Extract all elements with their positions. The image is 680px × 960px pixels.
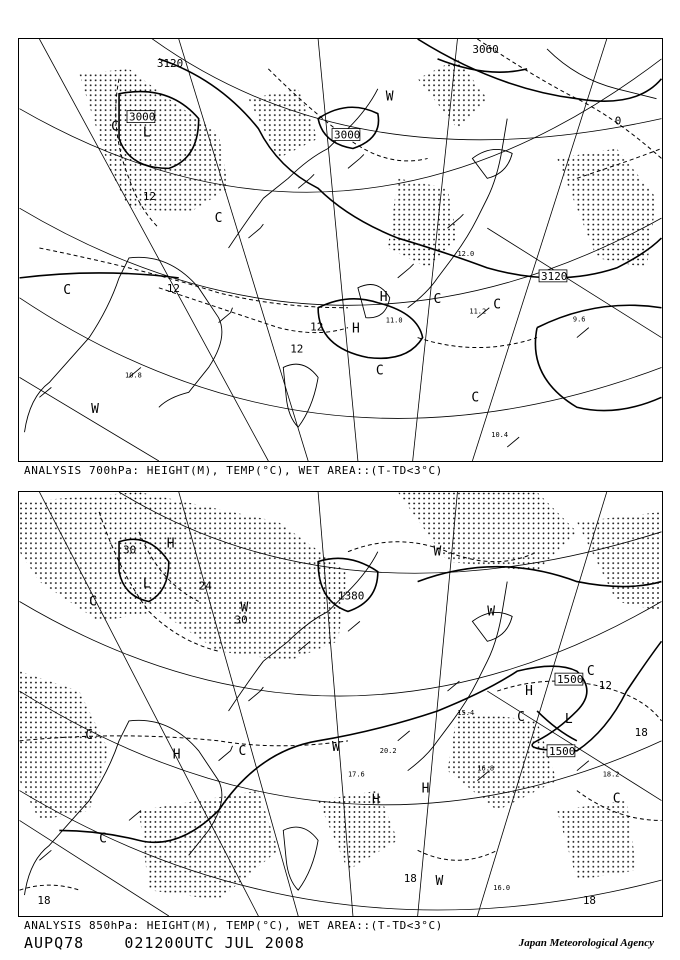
temp-label: 30 — [123, 543, 137, 557]
warm-center-marker: W — [91, 402, 99, 418]
cold-center-marker: C — [63, 282, 72, 298]
height-label: 3000 — [129, 110, 156, 124]
height-label: 1500 — [549, 744, 576, 758]
agency-credit: Japan Meteorological Agency — [518, 937, 654, 949]
chart-code: AUPQ78 — [24, 934, 85, 952]
wind-barbs — [39, 154, 588, 447]
station-value: 11.0 — [385, 316, 403, 325]
temp-label: 12 — [142, 190, 157, 204]
cold-center-marker: C — [517, 709, 525, 725]
low-center-marker: L — [564, 711, 573, 727]
height-label: 1500 — [556, 673, 584, 687]
map-panel-700hpa — [18, 38, 663, 462]
cold-center-marker: C — [493, 297, 502, 313]
cold-center-marker: C — [214, 211, 223, 227]
warm-center-marker: W — [487, 604, 496, 620]
weather-map-700hpa — [19, 39, 662, 461]
temp-label: 24 — [198, 579, 212, 593]
temp-label: 30 — [234, 613, 248, 627]
warm-center-marker: W — [332, 739, 340, 755]
height-label: 3000 — [334, 128, 361, 142]
high-center-marker: H — [351, 321, 360, 337]
height-label: 3120 — [541, 269, 568, 283]
panel-caption-700hpa: ANALYSIS 700hPa: HEIGHT(M), TEMP(°C), WET AREA::(T-TD<3°C) — [24, 464, 443, 477]
cold-center-marker: C — [586, 664, 595, 680]
cold-center-marker: C — [612, 791, 621, 807]
warm-center-marker: W — [435, 874, 444, 890]
map-panel-850hpa — [18, 491, 663, 917]
temp-label: 18 — [37, 894, 51, 908]
cold-center-marker: C — [433, 291, 442, 307]
station-value: 20.2 — [379, 746, 397, 755]
station-value: 16.8 — [477, 764, 495, 773]
cold-center-marker: C — [471, 390, 480, 406]
high-center-marker: H — [172, 747, 181, 763]
cold-center-marker: C — [85, 727, 93, 743]
station-value: 10.8 — [125, 371, 142, 380]
temp-label: 12 — [290, 342, 304, 356]
station-value: 9.6 — [572, 315, 586, 324]
warm-center-marker: W — [240, 600, 249, 616]
chart-code-and-time — [24, 934, 305, 952]
high-center-marker: H — [371, 792, 380, 808]
temp-label: 18 — [582, 894, 597, 908]
temp-label: 12 — [310, 320, 324, 334]
temp-label: 12 — [166, 281, 180, 295]
warm-center-marker: W — [385, 89, 394, 105]
high-center-marker: H — [379, 289, 388, 305]
high-center-marker: H — [525, 684, 533, 700]
station-value: 15.4 — [457, 708, 475, 717]
cold-center-marker: C — [375, 363, 384, 379]
valid-time: 021200UTC JUL 2008 — [124, 934, 305, 952]
low-center-marker: L — [142, 576, 151, 592]
height-label: 3120 — [156, 56, 184, 70]
high-center-marker: H — [166, 536, 175, 552]
cold-center-marker: C — [89, 594, 97, 610]
warm-center-marker: W — [433, 544, 442, 560]
cold-center-marker: C — [99, 831, 107, 847]
temp-label: 18 — [634, 725, 648, 739]
temp-label: 0 — [614, 114, 622, 128]
temp-label: 18 — [403, 872, 417, 886]
station-value: 17.6 — [347, 770, 365, 779]
station-value: 11.2 — [469, 307, 487, 316]
station-value: 16.0 — [493, 884, 511, 893]
station-value: 10.4 — [491, 431, 509, 440]
station-value: 18.2 — [602, 770, 620, 779]
station-value: 12.0 — [457, 249, 475, 258]
wet-area-stipple — [79, 56, 656, 268]
high-center-marker: H — [421, 781, 430, 797]
height-label: 3060 — [472, 42, 499, 56]
temp-label: 12 — [598, 679, 612, 693]
station-values — [125, 250, 585, 439]
height-label: 1380 — [338, 589, 365, 603]
cold-center-marker: C — [111, 119, 119, 135]
weather-map-850hpa — [19, 492, 662, 916]
low-center-marker: L — [142, 125, 151, 141]
panel-caption-850hpa: ANALYSIS 850hPa: HEIGHT(M), TEMP(°C), WET AREA::(T-TD<3°C) — [24, 919, 443, 932]
cold-center-marker: C — [238, 743, 247, 759]
